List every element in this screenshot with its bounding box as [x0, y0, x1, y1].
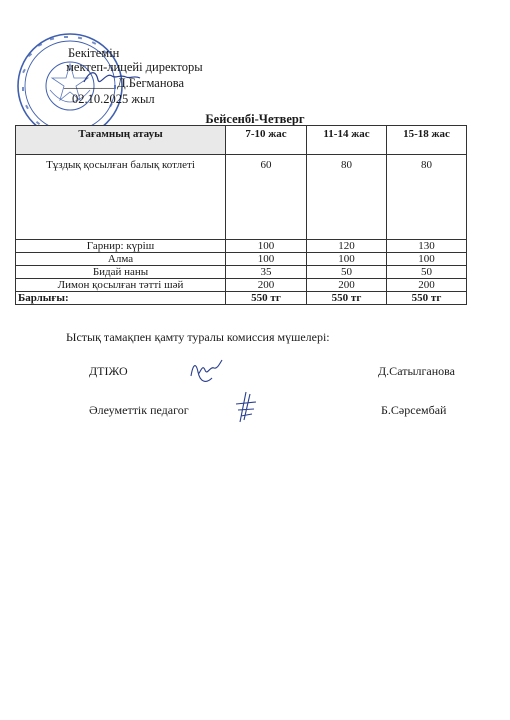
director-signature — [82, 66, 142, 88]
portion-11-14: 100 — [307, 253, 387, 266]
portion-7-10: 35 — [226, 266, 307, 279]
dish-name: Тұздық қосылған балық котлеті — [16, 155, 226, 240]
table-row — [16, 155, 467, 240]
portion-11-14: 200 — [307, 279, 387, 292]
total-7-10: 550 тг — [226, 292, 307, 305]
portion-7-10: 100 — [226, 240, 307, 253]
dish-name: Лимон қосылған тәтті шәй — [16, 279, 226, 292]
dish-name: Алма — [16, 253, 226, 266]
total-15-18: 550 тг — [387, 292, 467, 305]
portion-7-10: 60 — [226, 155, 307, 240]
portion-15-18: 130 — [387, 240, 467, 253]
signature-sarsembay — [232, 390, 258, 424]
header-age-15-18: 15-18 жас — [387, 126, 467, 155]
signature-satylganova — [188, 356, 224, 386]
table-row — [16, 266, 467, 279]
portion-15-18: 100 — [387, 253, 467, 266]
approval-director: ________ Д.Бегманова — [64, 76, 185, 90]
header-dish-name: Тағамның атауы — [16, 126, 226, 155]
header-age-7-10: 7-10 жас — [226, 126, 307, 155]
signatory-name: Б.Сәрсембай — [381, 403, 447, 417]
dish-name: Бидай наны — [16, 266, 226, 279]
portion-11-14: 50 — [307, 266, 387, 279]
portion-7-10: 200 — [226, 279, 307, 292]
table-row — [16, 279, 467, 292]
table-row — [16, 253, 467, 266]
approval-label: Бекітемін — [68, 46, 120, 60]
portion-7-10: 100 — [226, 253, 307, 266]
signatory-name: Д.Сатылганова — [378, 364, 456, 378]
approval-date: 02.10.2025 жыл — [72, 92, 155, 106]
portion-11-14: 80 — [307, 155, 387, 240]
portion-11-14: 120 — [307, 240, 387, 253]
dish-name: Гарнир: күріш — [16, 240, 226, 253]
table-row — [16, 240, 467, 253]
header-age-11-14: 11-14 жас — [307, 126, 387, 155]
total-label: Барлығы: — [16, 292, 226, 305]
total-11-14: 550 тг — [307, 292, 387, 305]
menu-table — [15, 125, 467, 305]
portion-15-18: 80 — [387, 155, 467, 240]
portion-15-18: 200 — [387, 279, 467, 292]
signatory-role: Әлеуметтік педагог — [89, 403, 189, 417]
portion-15-18: 50 — [387, 266, 467, 279]
commission-title: Ыстық тамақпен қамту туралы комиссия мүшелері: — [66, 330, 330, 344]
signatory-role: ДТІЖО — [89, 364, 128, 378]
approval-position: мектеп-лицейі директоры — [66, 60, 203, 74]
page-title: Бейсенбі-Четверг — [205, 112, 305, 126]
total-row — [16, 292, 467, 305]
